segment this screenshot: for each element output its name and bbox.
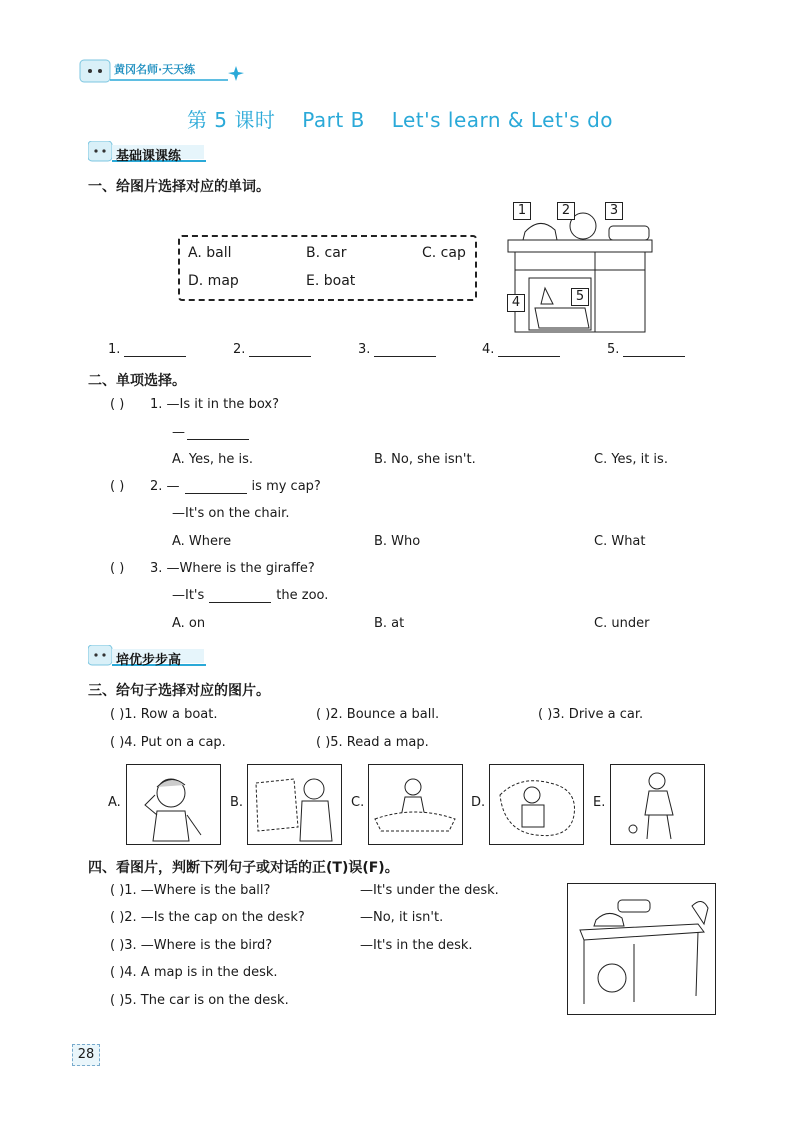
q4-item-4[interactable]: ( )4. A map is in the desk.: [110, 965, 278, 980]
q4-item-5[interactable]: ( )5. The car is on the desk.: [110, 993, 289, 1008]
q3-item-2[interactable]: ( )2. Bounce a ball.: [316, 707, 440, 722]
page-title: [0, 104, 800, 133]
q3-pic-label-b: B.: [230, 795, 244, 810]
q2-item3-opt-b: B. at: [374, 616, 405, 631]
section-badge-basic: [88, 141, 210, 165]
pic-label-5: 5: [571, 288, 589, 306]
desk-picture-q1: [505, 200, 655, 335]
lesson-number: 第 5 课时: [186, 108, 276, 132]
pic-label-2: 2: [557, 202, 575, 220]
pic-label-1: 1: [513, 202, 531, 220]
blank-label-3: 3.: [358, 342, 371, 357]
option-ball: A. ball: [188, 245, 232, 261]
q3-picture-e: [610, 764, 705, 845]
man-map-illustration: [248, 765, 341, 844]
q4-item-3[interactable]: ( )3. —Where is the bird?: [110, 938, 273, 953]
answer-blank-2[interactable]: [233, 342, 311, 357]
q2-item1-question: 1. —Is it in the box?: [150, 397, 279, 412]
q3-item-1[interactable]: ( )1. Row a boat.: [110, 707, 218, 722]
q3-instruction: 三、给句子选择对应的图片。: [88, 683, 270, 699]
q3-pic-label-d: D.: [471, 795, 486, 810]
q3-pic-label-c: C.: [351, 795, 365, 810]
lesson-topic: Let's learn & Let's do: [391, 108, 614, 132]
answer-blank-3[interactable]: [358, 342, 436, 357]
boy-cap-illustration: [127, 765, 220, 844]
q4-desk-picture: [567, 883, 716, 1015]
blank-label-4: 4.: [482, 342, 495, 357]
q2-item2-opt-b: B. Who: [374, 534, 421, 549]
option-cap: C. cap: [422, 245, 466, 261]
q3-picture-c: [368, 764, 463, 845]
desk-illustration: [505, 200, 655, 335]
q3-item-4[interactable]: ( )4. Put on a cap.: [110, 735, 226, 750]
q4-item-2-answer: —No, it isn't.: [360, 910, 444, 925]
option-boat: E. boat: [306, 273, 356, 289]
q2-item3-a-start: —It's: [172, 588, 205, 603]
answer-blank-4[interactable]: [482, 342, 560, 357]
girl-ball-illustration: [611, 765, 704, 844]
section-label-basic: 基础课课练: [116, 149, 182, 164]
q2-item1-answer[interactable]: [172, 425, 249, 440]
q3-pic-label-a: A.: [108, 795, 121, 810]
option-map: D. map: [188, 273, 239, 289]
q3-item-5[interactable]: ( )5. Read a map.: [316, 735, 429, 750]
q3-picture-b: [247, 764, 342, 845]
blank-label-5: 5.: [607, 342, 620, 357]
q2-item1-opt-b: B. No, she isn't.: [374, 452, 476, 467]
pic-label-4: 4: [507, 294, 525, 312]
q2-item1-dash: —: [172, 425, 185, 440]
q2-item1-paren[interactable]: ( ): [110, 397, 125, 412]
q3-picture-a: [126, 764, 221, 845]
q2-item2-q-start: 2. —: [150, 479, 180, 494]
answer-blank-1[interactable]: [108, 342, 186, 357]
q4-item-2[interactable]: ( )2. —Is the cap on the desk?: [110, 910, 305, 925]
q4-item-1-answer: —It's under the desk.: [360, 883, 499, 898]
q4-item-1[interactable]: ( )1. —Where is the ball?: [110, 883, 271, 898]
q1-instruction: 一、给图片选择对应的单词。: [88, 179, 270, 195]
pic-label-3: 3: [605, 202, 623, 220]
option-car: B. car: [306, 245, 347, 261]
page-number: 28: [72, 1044, 100, 1066]
q4-instruction: 四、看图片，判断下列句子或对话的正(T)误(F)。: [88, 860, 399, 876]
q3-picture-d: [489, 764, 584, 845]
q2-item2-answer: —It's on the chair.: [172, 506, 290, 521]
q2-item2-opt-c: C. What: [594, 534, 646, 549]
q2-item3-answer: [172, 588, 328, 603]
header-brand: [78, 58, 248, 84]
girl-boat-illustration: [369, 765, 462, 844]
q2-item2-opt-a: A. Where: [172, 534, 232, 549]
q2-item2-q-end: is my cap?: [251, 479, 321, 494]
q2-item2-question: [150, 479, 321, 494]
section-label-advanced: 培优步步高: [116, 653, 182, 668]
q2-item2-paren[interactable]: ( ): [110, 479, 125, 494]
q2-item3-opt-a: A. on: [172, 616, 206, 631]
lesson-part: Part B: [302, 108, 365, 132]
brand-text: 黄冈名师·天天练: [114, 63, 196, 76]
word-options-box: [178, 235, 477, 301]
blank-label-1: 1.: [108, 342, 121, 357]
q2-item3-paren[interactable]: ( ): [110, 561, 125, 576]
answer-blank-5[interactable]: [607, 342, 685, 357]
q2-item1-opt-c: C. Yes, it is.: [594, 452, 668, 467]
section-badge-advanced: [88, 645, 210, 669]
q3-pic-label-e: E.: [593, 795, 606, 810]
q2-item3-question: 3. —Where is the giraffe?: [150, 561, 315, 576]
q3-item-3[interactable]: ( )3. Drive a car.: [538, 707, 644, 722]
desk-bird-illustration: [568, 884, 715, 1014]
blank-label-2: 2.: [233, 342, 246, 357]
q2-item1-opt-a: A. Yes, he is.: [172, 452, 254, 467]
q2-item3-a-end: the zoo.: [276, 588, 329, 603]
q4-item-3-answer: —It's in the desk.: [360, 938, 473, 953]
boy-car-illustration: [490, 765, 583, 844]
q2-instruction: 二、单项选择。: [88, 373, 186, 389]
q2-item3-opt-c: C. under: [594, 616, 650, 631]
